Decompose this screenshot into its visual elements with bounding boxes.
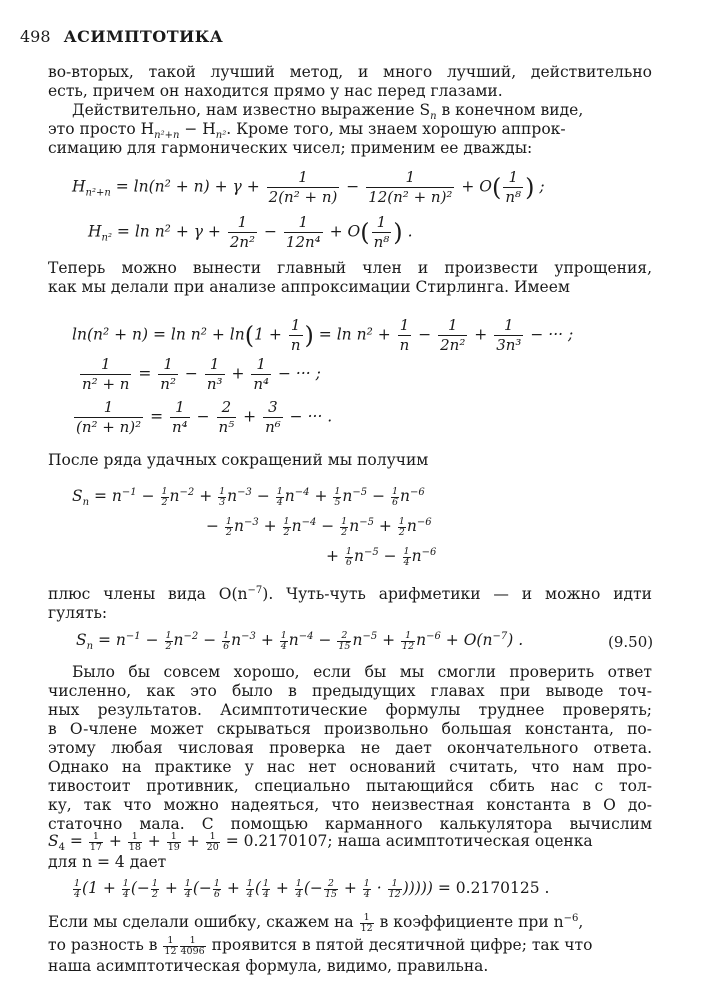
check-result: = 0.2170125 . — [437, 879, 550, 897]
equation-harmonic-2: $H_{n^2} = \ln n^2 + \gamma$ + $\frac{1}{\text{2n²}}$ − $\frac{1}{\text{12n⁴}}$ + O( $\frac{1}{\text{n⁸}}$ ) . — [88, 213, 413, 251]
text-line: тивостоит противник, специально пытающийся сбить нас с тол- — [48, 777, 652, 795]
text-line: для n = 4 дает — [48, 853, 167, 871]
text-line: $S_4$ = $\frac{1}{17}$ + $\frac{1}{18}$ + $\frac{1}{19}$ + $\frac{1}{20}$ = 0.2170107; наша асимптотическая оценка — [48, 830, 593, 854]
text-line: Было бы совсем хорошо, если бы мы смогли проверить ответ — [72, 663, 652, 681]
text-line: статочно мала. С помощью карманного калькулятора вычислим — [48, 815, 652, 833]
text-line: После ряда удачных сокращений мы получим — [48, 451, 429, 469]
text-line: Однако на практике у нас нет оснований считать, что нам про- — [48, 758, 652, 776]
equation-sn-line-1: $S_n = n^{-1}$ − $\frac{1}{2}$ $n^{-2}$ + $\frac{1}{3}$ $n^{-3}$ − $\frac{1}{4}$ $n^{-4}$ + $\frac{1}{5}$ $n^{-5}$ − $\frac{1}{6}$ $n^{-6}$ — [72, 485, 425, 509]
text-line: симацию для гармонических чисел; применим ее дважды: — [48, 139, 533, 157]
equation-numeric-check: $\frac{1}{4}$ (1 + $\frac{1}{4}$ (− $\frac{1}{2}$ + $\frac{1}{4}$ (− $\frac{1}{6}$ + $\frac{1}{4}$ ( $\frac{1}{4}$ + $\frac{1}{4}$ (− $\frac{2}{15}$ + $\frac{1}{4}$ · $\frac{1}{12}$ ))))) = 0.2170125 . — [74, 877, 550, 900]
text-line: плюс члены вида $O(n^{-7})$. Чуть-чуть арифметики — и можно идти — [48, 584, 652, 603]
text-line: ных результатов. Асимптотические формулы труднее проверять; — [48, 701, 652, 719]
text-line: Теперь можно вынести главный член и произвести упрощения, — [48, 259, 652, 277]
text-line: ку, так что можно надеяться, что неизвестная константа в O до- — [48, 796, 652, 814]
equation-reciprocal-2: $\frac{1}{\text{(n² + n)²}}$ = $\frac{1}{\text{n⁴}}$ − $\frac{2}{\text{n⁵}}$ + $\frac{3}{\text{n⁶}}$ − ··· . — [76, 398, 333, 436]
text-line: этому любая числовая проверка не дает окончательного ответа. — [48, 739, 652, 757]
text-line: наша асимптотическая формула, видимо, правильна. — [48, 957, 489, 975]
text-line: в O-члене может скрываться произвольно большая константа, по- — [48, 720, 652, 738]
equation-sn-line-3: + $\frac{1}{6}$ $n^{-5}$ − $\frac{1}{4}$ $n^{-6}$ — [326, 545, 437, 568]
equation-number: (9.50) — [608, 633, 654, 651]
text-line: то разность в $\frac{1}{12}$ $\frac{1}{4096}$ проявится в пятой десятичной цифре; так что — [48, 934, 593, 957]
text-line: во-вторых, такой лучший метод, и много лучший, действительно — [48, 63, 652, 81]
text-line: есть, причем он находится прямо у нас перед глазами. — [48, 82, 503, 100]
equation-log-expansion: ln(n² + n) = ln n² + ln(1 + $\frac{1}{n}$ ) = ln n² + $\frac{1}{n}$ − $\frac{1}{\text{2n²}}$ + $\frac{1}{\text{3n³}}$ − ··· ; — [72, 316, 574, 354]
equation-9-50: $S_n = n^{-1}$ − $\frac{1}{2}$ $n^{-2}$ − $\frac{1}{6}$ $n^{-3}$ + $\frac{1}{4}$ $n^{-4}$ − $\frac{2}{15}$ $n^{-5}$ + $\frac{1}{12}$ $n^{-6} + O(n^{-7})$ . — [76, 629, 524, 653]
running-head — [20, 27, 223, 47]
text-line: численно, как это было в предыдущих главах при выводе точ- — [48, 682, 652, 700]
text-line: это просто $H_{n^2+n} - H_{n^2}$. Кроме того, мы знаем хорошую аппрок- — [48, 120, 566, 142]
page-number: 498 — [20, 27, 51, 46]
equation-harmonic-1: $H_{n^2+n} = \ln(n^2 + n) + \gamma$ + $\frac{1}{\text{2(n² + n)}}$ − $\frac{1}{\text{12(n² + n)²}}$ + O( $\frac{1}{\text{n⁸}}$ ) ; — [72, 168, 545, 206]
text-line: Если мы сделали ошибку, скажем на $\frac{1}{12}$ в коэффициенте при $n^{-6}$, — [48, 911, 584, 934]
equation-reciprocal-1: $\frac{1}{\text{n² + n}}$ = $\frac{1}{\text{n²}}$ − $\frac{1}{\text{n³}}$ + $\frac{1}{\text{n⁴}}$ − ··· ; — [82, 355, 321, 393]
text-line: гулять: — [48, 604, 108, 622]
text-line: как мы делали при анализе аппроксимации Стирлинга. Имеем — [48, 278, 570, 296]
text-line: Действительно, нам известно выражение $S_n$ в конечном виде, — [72, 101, 584, 123]
chapter-title: АСИМПТОТИКА — [63, 27, 224, 46]
equation-sn-line-2: − $\frac{1}{2}$ $n^{-3}$ + $\frac{1}{2}$ $n^{-4}$ − $\frac{1}{2}$ $n^{-5}$ + $\frac{1}{2}$ $n^{-6}$ — [206, 515, 432, 538]
